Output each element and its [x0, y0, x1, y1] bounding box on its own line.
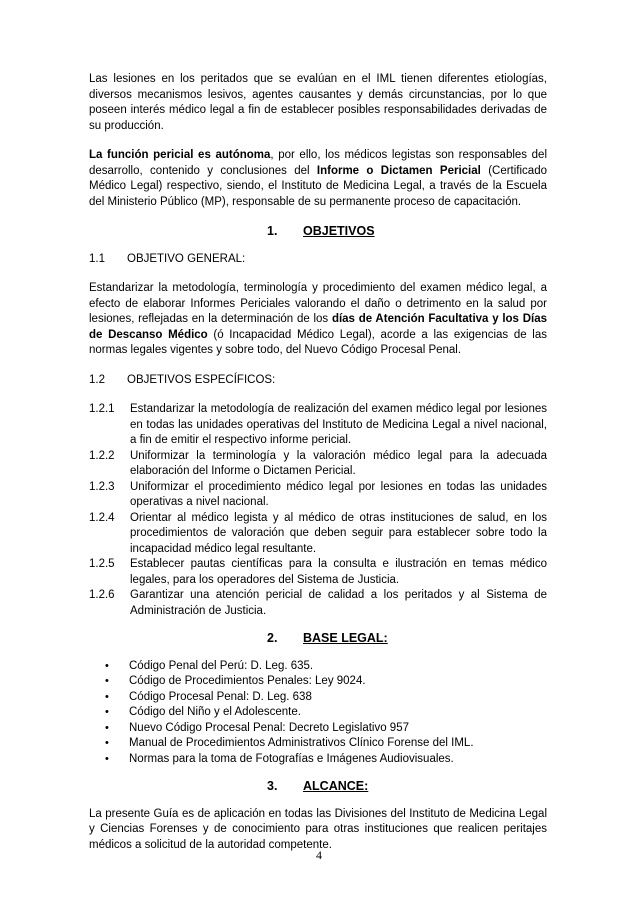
item-text: Normas para la toma de Fotografías e Imágenes Audiovisuales. [129, 752, 454, 765]
item-text: Código del Niño y el Adolescente. [129, 706, 301, 718]
heading-objetivos [89, 224, 547, 240]
section-title: OBJETIVOS ESPECÍFICOS: [127, 373, 276, 386]
item-text: Estandarizar la metodología de realización del examen médico legal por lesiones en todas las unidades operativas del Instituto de Medicina Legal a nivel nacional, a fin de emitir el respectivo informe pericial. [130, 403, 547, 446]
heading-title: ALCANCE: [303, 779, 369, 793]
bullet-icon: • [105, 706, 109, 718]
section-number: 1.1 [89, 252, 105, 265]
list-item [105, 752, 547, 768]
general-bold: días de Atención Facultativa y los Días de Descanso Médico [89, 313, 547, 341]
function-text-2: (Certificado Médico Legal) respectivo, siendo, el Instituto de Medicina Legal, a través de la Escuela del Ministerio Público (MP), responsable de su permanente proceso de capacitación. [89, 164, 547, 208]
item-text: Uniformizar la terminología y la valoración médico legal para la adecuada elaboración del Informe o Dictamen Pericial. [130, 449, 547, 477]
intro-paragraph: Las lesiones en los peritados que se evalúan en el IML tienen diferentes etiologías, diversos mecanismos lesivos, agentes causantes y demás circunstancias, por lo que poseen interés médico legal a fin de establecer posibles responsabilidades derivadas de su producción. [89, 73, 547, 132]
item-number: 1.2.6 [89, 589, 115, 601]
list-item [105, 690, 547, 706]
item-number: 1.2.3 [89, 480, 115, 493]
item-number: 1.2.4 [89, 511, 115, 524]
bullet-icon: • [105, 659, 109, 672]
item-text: Uniformizar el procedimiento médico legal por lesiones en todas las unidades operativas a nivel nacional. [130, 480, 547, 508]
legal-basis-list [89, 659, 547, 768]
objetivo-general-heading [89, 252, 547, 268]
bullet-icon: • [105, 690, 109, 703]
section-title: OBJETIVO GENERAL: [127, 252, 246, 265]
function-paragraph [89, 148, 547, 210]
list-item [89, 402, 547, 449]
alcance-paragraph: La presente Guía es de aplicación en todas las Divisiones del Instituto de Medicina Legal y Ciencias Forenses y de conocimiento para otras instituciones que realicen peritajes médicos a solicitud de la autoridad competente. [89, 807, 547, 851]
list-item [105, 721, 547, 737]
heading-title: OBJETIVOS [303, 224, 375, 238]
bullet-icon: • [105, 752, 109, 765]
page-number: 4 [316, 848, 322, 862]
objetivos-especificos-heading [89, 373, 547, 389]
list-item [105, 659, 547, 675]
item-text: Establecer pautas científicas para la consulta e ilustración en temas médico legales, para los operadores del Sistema de Justicia. [130, 558, 547, 586]
heading-title: BASE LEGAL: [303, 631, 388, 645]
bullet-icon: • [105, 675, 109, 687]
heading-number: 2. [267, 631, 278, 645]
objetivo-general-paragraph [89, 281, 547, 359]
item-text: Orientar al médico legista y al médico de otras instituciones de salud, en los procedimientos de valoración que deben seguir para establecer sobre todo la incapacidad médico legal resultante. [130, 511, 547, 555]
list-item [89, 449, 547, 480]
function-text-1: , por ello, los médicos legistas son responsables del desarrollo, contenido y conclusiones del [89, 149, 547, 177]
section-number: 1.2 [89, 373, 105, 386]
list-item [105, 736, 547, 752]
item-number: 1.2.2 [89, 449, 115, 462]
bullet-icon: • [105, 737, 109, 749]
heading-number: 1. [267, 224, 278, 238]
list-item [105, 705, 547, 721]
item-text: Nuevo Código Procesal Penal: Decreto Legislativo 957 [129, 721, 409, 734]
list-item [89, 511, 547, 558]
item-number: 1.2.5 [89, 558, 115, 570]
heading-number: 3. [267, 779, 278, 793]
list-item [105, 674, 547, 690]
general-text-2: (ó Incapacidad Médico Legal), acorde a las exigencias de las normas legales vigentes y sobre todo, del Nuevo Código Procesal Penal. [89, 328, 547, 356]
general-text-1: Estandarizar la metodología, terminología y procedimiento del examen médico legal, a efecto de elaborar Informes Periciales valorando el daño o detrimento en la salud por lesiones, reflejadas en la determinación de los [89, 282, 547, 325]
heading-base-legal [89, 631, 547, 647]
item-text: Código Penal del Perú: D. Leg. 635. [129, 659, 314, 672]
item-text: Código de Procedimientos Penales: Ley 9024. [129, 675, 366, 687]
page-content [89, 72, 547, 853]
list-item [89, 588, 547, 619]
list-item [89, 557, 547, 588]
list-item [89, 480, 547, 511]
heading-alcance [89, 779, 547, 795]
specific-objectives-list [89, 402, 547, 619]
bullet-icon: • [105, 721, 109, 734]
report-bold: Informe o Dictamen Pericial [316, 164, 481, 177]
item-text: Manual de Procedimientos Administrativos Clínico Forense del IML. [129, 737, 474, 749]
item-number: 1.2.1 [89, 403, 115, 415]
function-bold: La función pericial es autónoma [89, 149, 271, 161]
item-text: Garantizar una atención pericial de calidad a los peritados y al Sistema de Administración de Justicia. [130, 589, 547, 617]
item-text: Código Procesal Penal: D. Leg. 638 [129, 690, 312, 703]
